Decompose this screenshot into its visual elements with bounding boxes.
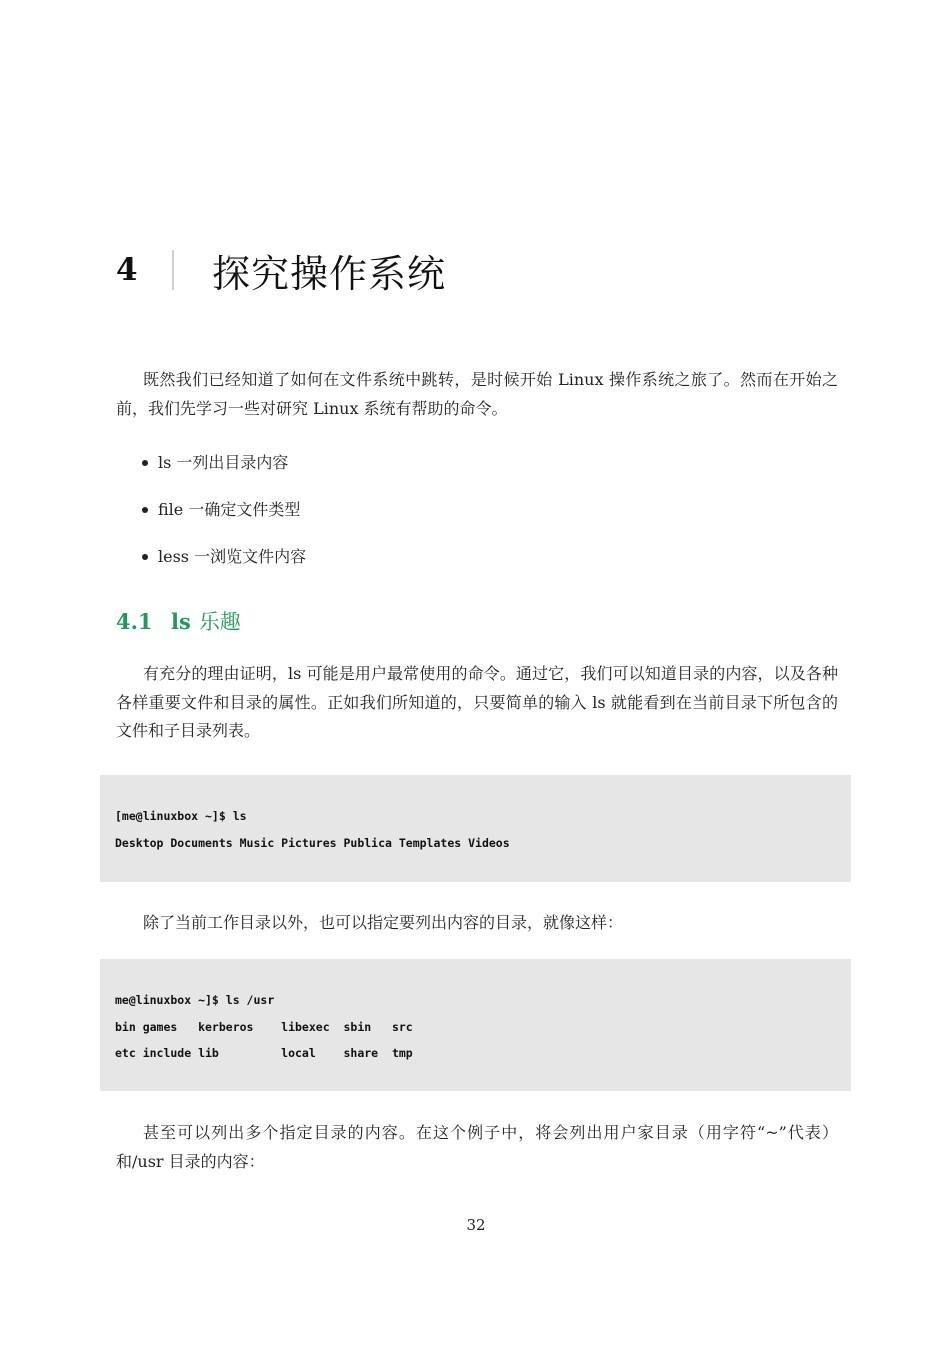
chapter-number: 4 — [116, 252, 138, 288]
section-code: ls — [171, 609, 191, 634]
code-line: [me@linuxbox ~]$ ls — [115, 809, 247, 823]
code-line: etc include lib local share tmp — [115, 1046, 413, 1060]
list-item — [142, 495, 306, 542]
bullet-icon — [142, 460, 148, 466]
paragraph-ls-intro: 有充分的理由证明，ls 可能是用户最常使用的命令。通过它，我们可以知道目录的内容，以及各种各样重要文件和目录的属性。正如我们所知道的，只要简单的输入 ls 就能看到在当前目录下所包含的文件和子目录列表。 — [116, 664, 838, 740]
list-item — [142, 542, 306, 589]
page-number: 32 — [466, 1216, 486, 1234]
list-item-text: ls 一列出目录内容 — [158, 453, 289, 472]
intro-paragraph: 既然我们已经知道了如何在文件系统中跳转，是时候开始 Linux 操作系统之旅了。然而在开始之前，我们先学习一些对研究 Linux 系统有帮助的命令。 — [116, 370, 838, 418]
bullet-icon — [142, 554, 148, 560]
list-item — [142, 448, 306, 495]
code-block — [100, 775, 851, 882]
section-heading — [116, 606, 241, 636]
chapter-heading — [116, 238, 446, 302]
paragraph-multi-dir: 甚至可以列出多个指定目录的内容。在这个例子中，将会列出用户家目录（用字符“~”代表）和/usr 目录的内容： — [116, 1123, 838, 1171]
paragraph-ls-dir: 除了当前工作目录以外，也可以指定要列出内容的目录，就像这样： — [143, 913, 624, 932]
list-item-text: file 一确定文件类型 — [158, 500, 301, 519]
code-line: bin games kerberos libexec sbin src — [115, 1019, 413, 1034]
section-title: 乐趣 — [198, 610, 241, 634]
code-block — [100, 959, 851, 1091]
bullet-icon — [142, 507, 148, 513]
command-list — [142, 448, 306, 589]
code-line: me@linuxbox ~]$ ls /usr — [115, 993, 275, 1007]
list-item-text: less 一浏览文件内容 — [158, 547, 307, 566]
code-line: Desktop Documents Music Pictures Publica Templates Videos — [115, 835, 510, 850]
section-number: 4.1 — [116, 609, 153, 634]
chapter-divider — [172, 250, 174, 290]
chapter-title: 探究操作系统 — [212, 251, 447, 296]
